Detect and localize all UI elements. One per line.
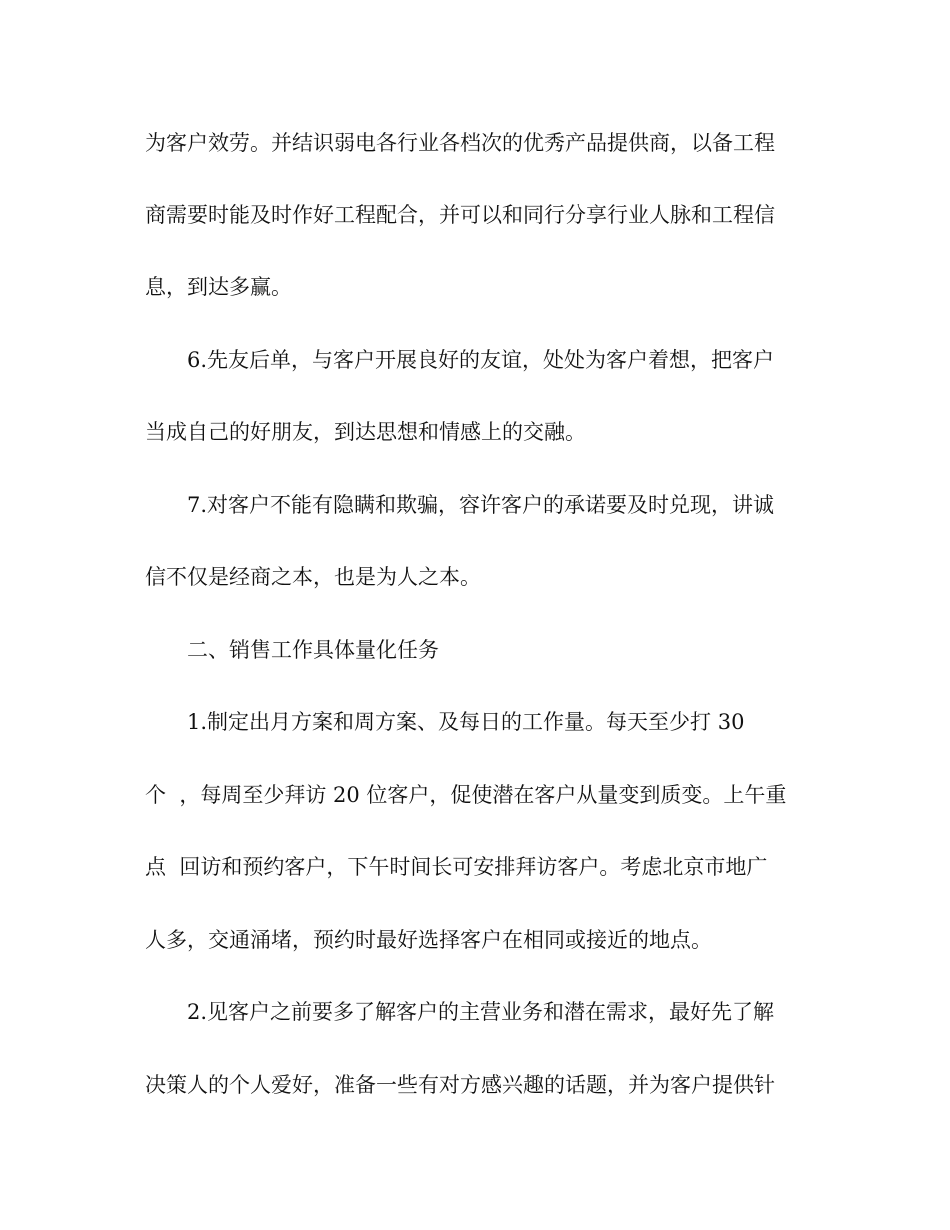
text-line: 个 ，每周至少拜访 20 位客户，促使潜在客户从量变到质变。上午重 — [145, 783, 787, 807]
text-line: 商需要时能及时作好工程配合，并可以和同行分享行业人脉和工程信 — [145, 203, 775, 227]
text-line: 当成自己的好朋友，到达思想和情感上的交融。 — [145, 420, 586, 444]
text-line: 点 回访和预约客户，下午时间长可安排拜访客户。考虑北京市地广 — [145, 855, 768, 879]
section-heading: 二、销售工作具体量化任务 — [187, 638, 439, 662]
text-line: 息，到达多赢。 — [145, 275, 292, 299]
paragraph-first-line: 6.先友后单，与客户开展良好的友谊，处处为客户着想，把客户 — [187, 348, 775, 372]
text-line: 人多，交通涌堵，预约时最好选择客户在相同或接近的地点。 — [145, 928, 712, 952]
text-line: 为客户效劳。并结识弱电各行业各档次的优秀产品提供商，以备工程 — [145, 131, 775, 155]
paragraph-first-line: 2.见客户之前要多了解客户的主营业务和潜在需求，最好先了解 — [187, 1000, 775, 1024]
text-line: 决策人的个人爱好，准备一些有对方感兴趣的话题，并为客户提供针 — [145, 1073, 775, 1097]
paragraph-first-line: 1.制定出月方案和周方案、及每日的工作量。每天至少打 30 — [187, 710, 745, 734]
text-line: 信不仅是经商之本，也是为人之本。 — [145, 565, 481, 589]
paragraph-first-line: 7.对客户不能有隐瞒和欺骗，容许客户的承诺要及时兑现，讲诚 — [187, 493, 775, 517]
